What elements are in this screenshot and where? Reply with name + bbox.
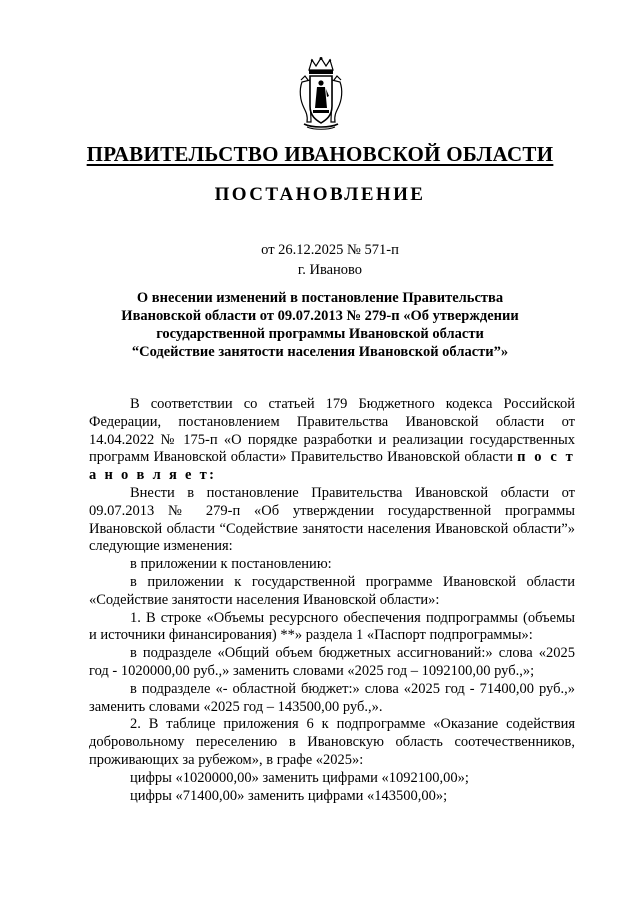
paragraph: 1. В строке «Объемы ресурсного обеспечения подпрограммы (объемы и источники финансирования) **» раздела 1 «Паспорт подпрограммы»: xyxy=(89,609,575,644)
document-body xyxy=(89,396,575,805)
document-date-number: от 26.12.2025 № 571-п xyxy=(261,242,399,258)
paragraph: в приложении к постановлению: xyxy=(130,556,332,573)
paragraph: 2. В таблице приложения 6 к подпрограмме «Оказание содействия добровольному переселению в Ивановскую область соотечественников, проживающих за рубежом», в графе «2025»: xyxy=(89,716,575,768)
document-type: ПОСТАНОВЛЕНИЕ xyxy=(214,184,426,205)
paragraph-basis xyxy=(89,396,575,485)
ivanovo-coat-of-arms-icon xyxy=(298,56,344,130)
document-subject: О внесении изменений в постановление Правительства Ивановской области от 09.07.2013 № 279-п «Об утверждении государственной программы Ивановской области “Содействие занятости населения Ивановской области”» xyxy=(121,290,519,360)
paragraph: в подразделе «Общий объем бюджетных ассигнований:» слова «2025 год - 1020000,00 руб.,» заменить словами «2025 год – 1092100,00 руб.,»; xyxy=(89,645,575,679)
document-city: г. Иваново xyxy=(297,262,363,278)
paragraph-basis-text: В соответствии со статьей 179 Бюджетного кодекса Российской Федерации, постановлением Правительства Ивановской области от 14.04.2022 № 175-п «О порядке разработки и реализации государственных программ Ивановской области» Правительство Ивановской области xyxy=(89,396,575,466)
paragraph: в подразделе «- областной бюджет:» слова «2025 год - 71400,00 руб.,» заменить словами «2025 год – 143500,00 руб.,». xyxy=(89,680,575,715)
government-title: ПРАВИТЕЛЬСТВО ИВАНОВСКОЙ ОБЛАСТИ xyxy=(86,142,554,166)
decree-word: п о с т а н о в л я е т: xyxy=(89,449,575,484)
paragraph: Внести в постановление Правительства Ивановской области от 09.07.2013 № 279-п «Об утверждении государственной программы Ивановской области “Содействие занятости населения Ивановской области”» следующие изменения: xyxy=(89,484,575,555)
paragraph: цифры «1020000,00» заменить цифрами «1092100,00»; xyxy=(130,769,469,786)
paragraph: в приложении к государственной программе Ивановской области «Содействие занятости населения Ивановской области»: xyxy=(89,573,575,608)
paragraph: цифры «71400,00» заменить цифрами «143500,00»; xyxy=(130,787,448,804)
